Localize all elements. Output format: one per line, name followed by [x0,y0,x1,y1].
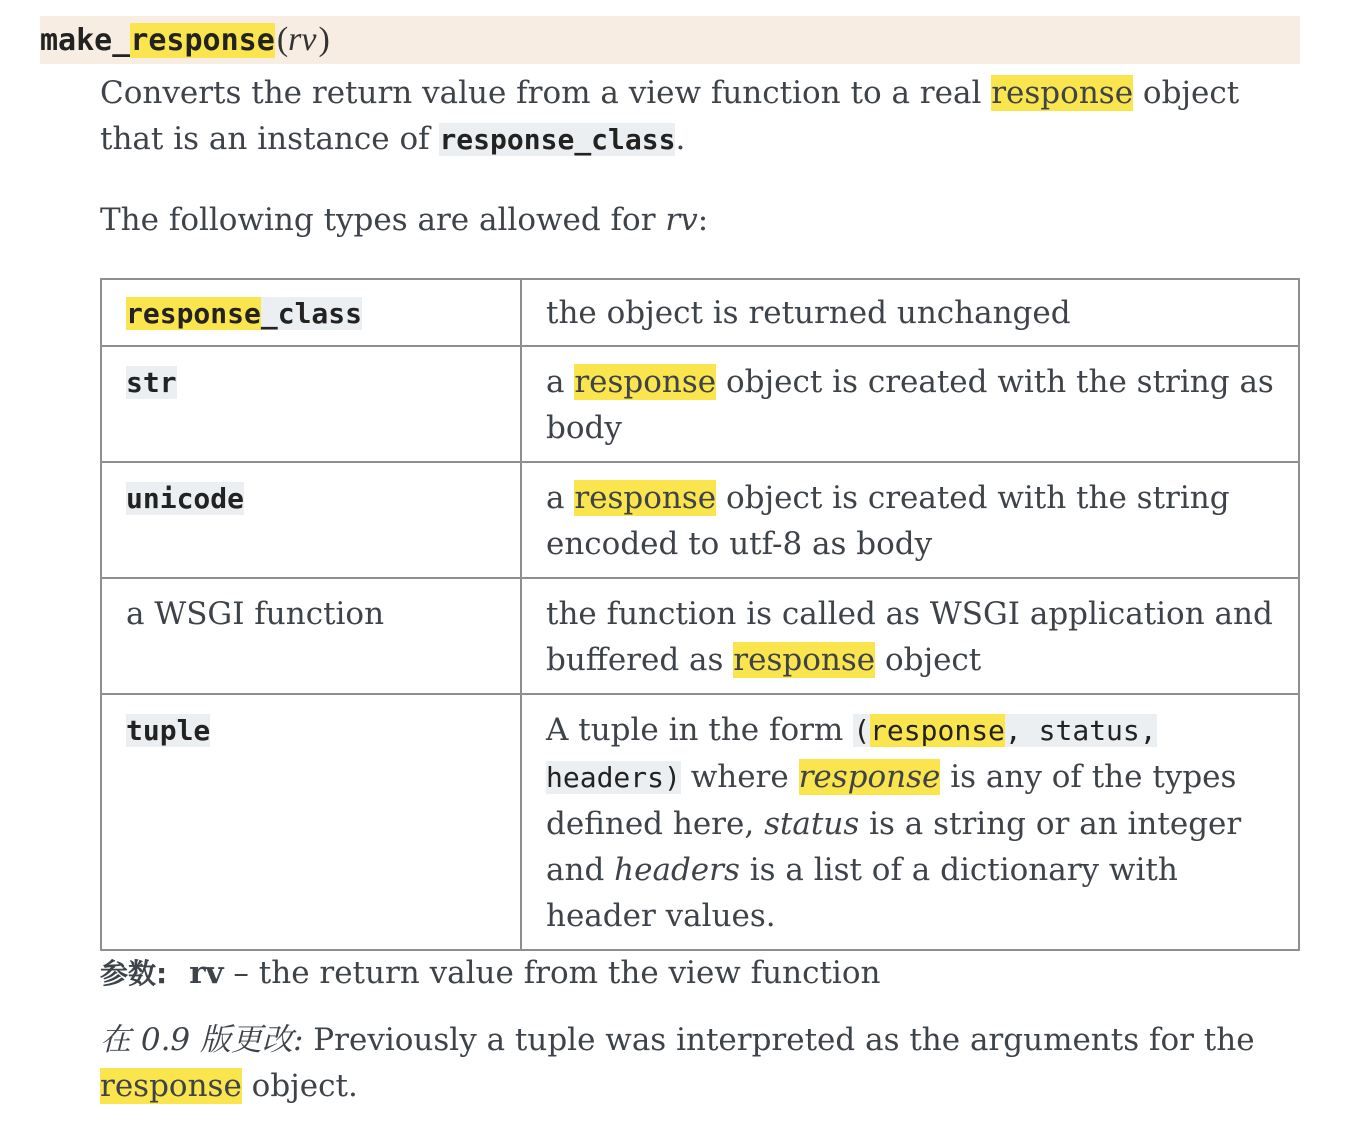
desc-text-a: is any of the types defined here, [546,759,1237,842]
type-rest: _class [260,297,363,330]
table-row [101,578,1299,694]
parameter-description: – the return value from the view function [223,955,881,991]
desc-highlight: response [574,364,717,400]
function-name-prefix: make_ [40,22,131,58]
function-name-highlight: response [130,22,275,58]
table-cell-description [521,578,1299,694]
allowed-param: rv [665,202,698,238]
intro-paragraph [100,70,1300,163]
changed-text: Previously a tuple was interpreted as the arguments for the [303,1022,1255,1058]
parameters-field [100,950,880,997]
type-code: str [126,366,177,399]
parameters-label: 参数: [100,957,168,990]
type-code [126,297,362,330]
table-cell-type: a WSGI function [101,578,521,694]
allowed-colon: : [697,202,709,238]
table-cell-description: the object is returned unchanged [521,279,1299,346]
table-cell-type [101,694,521,950]
desc-pre: A tuple in the form [546,712,854,748]
em-response: response [798,759,941,795]
desc-pre: a [546,364,575,400]
desc-text-b: is a string or an integer and [546,806,1242,888]
table-row [101,462,1299,578]
version-label: 在 0.9 版更改: [100,1022,304,1058]
desc-pre: the function is called as WSGI application and buffered as [546,596,1273,678]
table-cell-type [101,346,521,462]
type-code: unicode [126,482,245,515]
table-cell-description [521,462,1299,578]
table-row [101,279,1299,346]
desc-pre: a [546,480,575,516]
allowed-text: The following types are allowed for [100,202,666,238]
table-row [101,694,1299,950]
response-class-code: response_class [439,123,676,156]
desc-post: object is created with the string encoded to utf-8 as body [546,480,1230,562]
table-cell-type [101,462,521,578]
table-cell-description [521,694,1299,950]
param-name: rv [288,21,317,58]
changed-text-2: object. [241,1068,358,1104]
close-paren: ) [318,21,330,58]
tuple-rest: , status, headers) [546,714,1157,794]
desc-post: object [875,642,982,678]
function-signature [40,16,1300,64]
parameter-name: rv [189,955,224,991]
table-row [101,346,1299,462]
em-headers: headers [614,852,740,888]
table-cell-description [521,346,1299,462]
desc-mid: where [680,759,799,795]
version-changed-note [100,1017,1300,1109]
intro-highlight: response [991,75,1134,111]
type-code: tuple [126,714,211,747]
desc-highlight: response [733,642,876,678]
desc-highlight: response [574,480,717,516]
desc-post: object is created with the string as body [546,364,1274,446]
changed-highlight: response [100,1068,242,1104]
allowed-types-paragraph [100,197,1300,243]
desc-text-c: is a list of a dictionary with header values. [546,852,1178,934]
tuple-highlight: response [870,714,1005,747]
table-cell-type [101,279,521,346]
open-paren: ( [276,21,289,58]
tuple-open: ( [853,714,871,747]
type-highlight: response [126,297,261,330]
function-name [40,23,275,58]
intro-text-1: Converts the return value from a view function to a real [100,75,992,111]
intro-text-3: . [675,121,686,157]
intro-text-2: object that is an instance of [100,75,1240,157]
em-status: status [764,806,860,842]
types-table [100,278,1300,951]
